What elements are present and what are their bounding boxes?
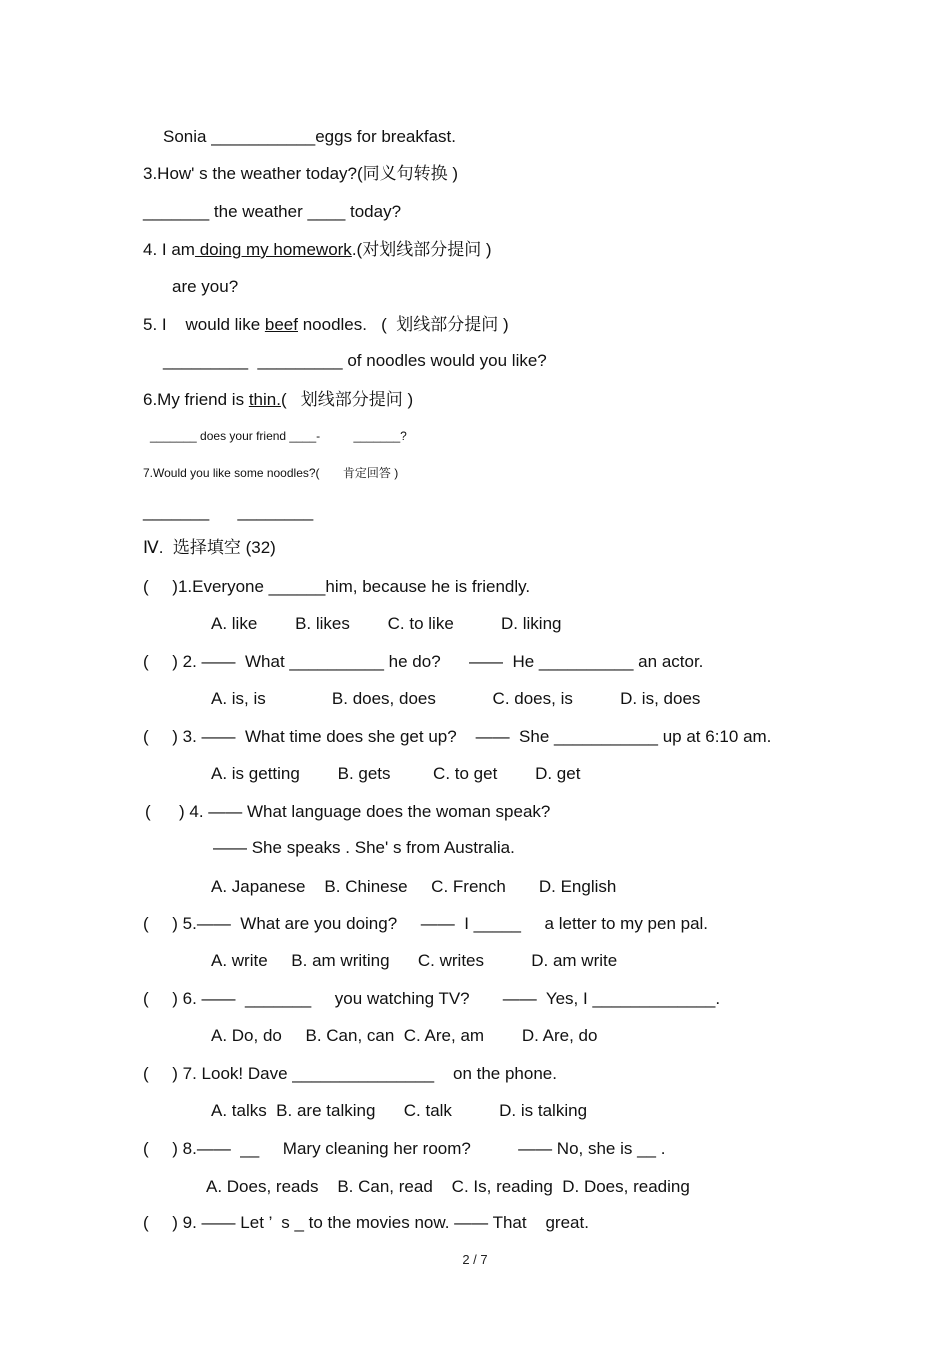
mc-question-2: ( ) 2. —— What __________ he do? —— He __________ an actor. <box>143 652 704 671</box>
mc-question-7: ( ) 7. Look! Dave _______________ on the phone. <box>143 1064 557 1083</box>
mc-question-5: ( ) 5.—— What are you doing? —— I _____ a letter to my pen pal. <box>143 914 709 933</box>
answer-7: _______ ________ <box>143 502 314 521</box>
section-heading: Ⅳ. 选择填空 (32) <box>143 538 276 557</box>
page-number: 2 / 7 <box>462 1252 488 1267</box>
mc-question-8: ( ) 8.—— __ Mary cleaning her room? —— No, she is __ . <box>143 1139 666 1158</box>
answer-5: _________ _________ of noodles would you like? <box>163 351 547 370</box>
mc-options-7: A. talks B. are talking C. talk D. is talking <box>211 1101 588 1120</box>
question-4-prefix: 4. I am <box>143 240 195 259</box>
mc-options-3: A. is getting B. gets C. to get D. get <box>211 764 581 783</box>
question-6-underlined: thin. <box>248 390 281 409</box>
question-4 <box>143 240 492 260</box>
question-6 <box>143 390 413 410</box>
answer-6: _______ does your friend ____- _______? <box>150 429 407 443</box>
mc-question-9: ( ) 9. —— Let ’ s _ to the movies now. —— That great. <box>143 1213 589 1232</box>
question-4-underlined: doing my homework <box>194 240 352 259</box>
answer-4: are you? <box>172 277 239 296</box>
mc-options-8: A. Does, reads B. Can, read C. Is, reading D. Does, reading <box>206 1177 690 1196</box>
question-7: 7.Would you like some noodles?( 肯定回答 ) <box>143 466 399 480</box>
question-5-underlined: beef <box>264 315 298 334</box>
question-5-prefix: 5. I would like <box>143 315 265 334</box>
mc-options-6: A. Do, do B. Can, can C. Are, am D. Are, do <box>211 1026 598 1045</box>
mc-options-4: A. Japanese B. Chinese C. French D. English <box>211 877 617 896</box>
question-6-prefix: 6.My friend is <box>143 390 249 409</box>
question-5 <box>143 315 509 335</box>
mc-question-6: ( ) 6. —— _______ you watching TV? —— Yes, I _____________. <box>143 989 721 1008</box>
question-5-suffix: noodles. ( 划线部分提问 ) <box>297 315 509 334</box>
mc-options-5: A. write B. am writing C. writes D. am write <box>211 951 618 970</box>
mc-options-2: A. is, is B. does, does C. does, is D. is, does <box>211 689 701 708</box>
line-sonia: Sonia ___________eggs for breakfast. <box>163 127 457 146</box>
mc-question-4-line2: —— She speaks . She' s from Australia. <box>213 838 515 857</box>
question-4-suffix: .(对划线部分提问 ) <box>351 240 492 259</box>
question-3: 3.How' s the weather today?(同义句转换 ) <box>143 164 459 183</box>
mc-options-1: A. like B. likes C. to like D. liking <box>211 614 562 633</box>
mc-question-4: ( ) 4. —— What language does the woman speak? <box>145 802 551 821</box>
mc-question-3: ( ) 3. —— What time does she get up? —— She ___________ up at 6:10 am. <box>143 727 772 746</box>
answer-3: _______ the weather ____ today? <box>143 202 402 221</box>
question-6-suffix: ( 划线部分提问 ) <box>280 390 414 409</box>
mc-question-1: ( )1.Everyone ______him, because he is friendly. <box>143 577 531 596</box>
